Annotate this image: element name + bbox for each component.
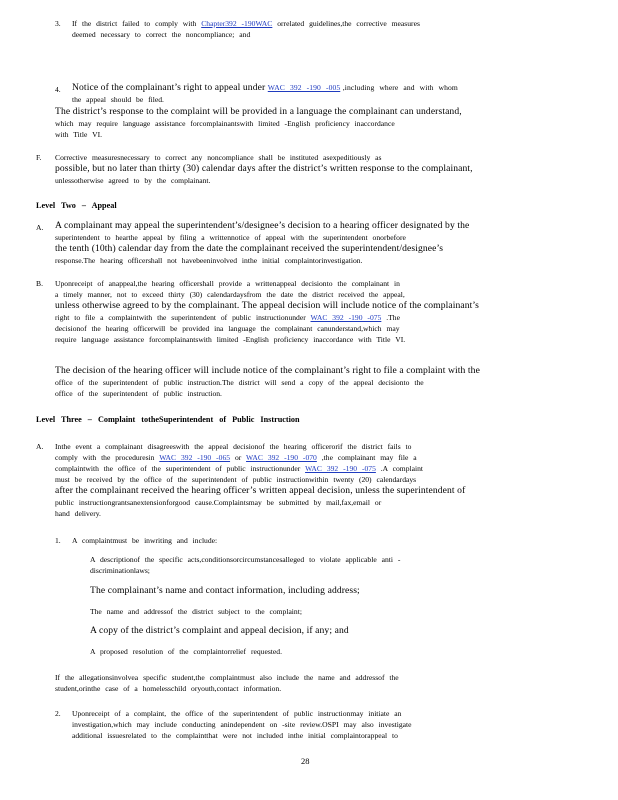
wac-392-190-005-link[interactable]: WAC 392 -190 -005	[267, 83, 341, 92]
level-three-heading: Level Three – Complaint totheSuperintendent of Public Instruction	[36, 415, 300, 424]
sub-item-2: Uponreceipt of a complaint, the office of the superintendent of public instructionmay initiate an investigation,which may include conducting anindependent on -site review.OSPI may also investigate additional issuesrelated to the complaintthat were not included inthe initial complaintorappeal to	[72, 709, 412, 740]
item-3-line-1: If the district failed to comply with Chapter392 -190WAC orrelated guidelines,the corrective measures	[72, 19, 420, 28]
level-three-item-a: Inthe event a complainant disagreeswith the appeal decisionof the hearing officerorif the district fails to comply with the proceduresin WAC 392 -190 -065 or WAC 392 -190 -070 ,the complainant may file a complaintwith the office of the superintendent of public instructionunder WAC 392 -190 -075 .A complaint must be received by the office of the superintendent of public instructionwithin twenty (20) calendardays after the complainant received the hearing officer’s written appeal decision, unless the superintendent of public instructiongrantsanextensionforgood cause.Complaintsmay be submitted by mail,fax,email or hand delivery.	[55, 442, 466, 518]
sub-item-1-text: A complaintmust be inwriting and include:	[72, 536, 218, 545]
student-allegation-paragraph: If the allegationsinvolvea specific student,the complaintmust also include the name and addressof the student,orinthe case of a homelesschild oryouth,contact information.	[55, 673, 399, 693]
chapter-392-190-link[interactable]: Chapter392 -190WAC	[201, 19, 273, 28]
wac-392-190-075-link[interactable]: WAC 392 -190 -075	[310, 313, 382, 322]
sub-item-1-number: 1.	[55, 536, 61, 545]
item-4	[72, 82, 572, 105]
item-3-line-2: deemed necessary to correct the noncompliance; and	[72, 30, 251, 39]
bullet-4: A copy of the district’s complaint and appeal decision, if any; and	[90, 625, 349, 636]
level-two-item-b: Uponreceipt of anappeal,the hearing officershall provide a writtenappeal decisionto the complainant in a timely manner, not to exceed thirty (30) calendardaysfrom the date the district received the appeal, unless otherwise agreed to by the complainant. The appeal decision will include notice of the complainant’s right to file a complaintwith the superintendent of public instructionunder WAC 392 -190 -075 .The decisionof the hearing officerwill be provided ina language the complainant canunderstand,which may require language assistance forcomplainantswith limited -English proficiency inaccordance with Title VI.	[55, 279, 479, 344]
item-f: Corrective measuresnecessary to correct any noncompliance shall be instituted asexpeditiously as possible, but no later than thirty (30) calendar days after the district’s written response to the complainant, unlessotherwise agreed to by the complainant.	[55, 153, 473, 185]
level-two-item-b-letter: B.	[36, 279, 43, 288]
hearing-officer-decision-paragraph: The decision of the hearing officer will include notice of the complainant’s right to file a complaint with the office of the superintendent of public instruction.The district will send a copy of the appeal decisionto the office of the superintendent of public instruction.	[55, 365, 480, 398]
item-3	[72, 18, 562, 40]
level-three-item-a-letter: A.	[36, 442, 44, 451]
bullet-5: A proposed resolution of the complaintorrelief requested.	[90, 647, 282, 656]
item-4-line-1: Notice of the complainant’s right to appeal under WAC 392 -190 -005 ,including where and with whom	[72, 82, 458, 93]
item-4-number: 4.	[55, 85, 61, 94]
item-4-language-note: The district’s response to the complaint will be provided in a language the complainant can understand, which may require language assistance forcomplainantswith limited -English proficiency inaccordance with Title VI.	[55, 106, 462, 139]
item-f-letter: F.	[36, 153, 42, 162]
item-4-line-2: the appeal should be filed.	[72, 95, 164, 104]
wac-392-190-075-link-2[interactable]: WAC 392 -190 -075	[305, 464, 376, 473]
level-two-item-a: A complainant may appeal the superintendent’s/designee’s decision to a hearing officer designated by the superintendent to hearthe appeal by filing a writtennotice of appeal with the superintendent onorbefore the tenth (10th) calendar day from the date the complainant received the superintendent/designee’s response.The hearing officershall not havebeeninvolved inthe initial complaintorinvestigation.	[55, 220, 470, 265]
level-two-heading: Level Two – Appeal	[36, 201, 117, 210]
bullet-1: A descriptionof the specific acts,conditionsorcircumstancesalleged to violate applicable anti - discriminationlaws;	[90, 555, 401, 575]
item-3-number: 3.	[55, 19, 61, 28]
wac-392-190-065-link[interactable]: WAC 392 -190 -065	[159, 453, 231, 462]
bullet-2: The complainant’s name and contact information, including address;	[90, 585, 360, 596]
page-number: 28	[301, 756, 310, 766]
bullet-3: The name and addressof the district subject to the complaint;	[90, 607, 302, 616]
level-two-item-a-letter: A.	[36, 223, 44, 232]
wac-392-190-070-link[interactable]: WAC 392 -190 -070	[246, 453, 317, 462]
sub-item-2-number: 2.	[55, 709, 61, 718]
